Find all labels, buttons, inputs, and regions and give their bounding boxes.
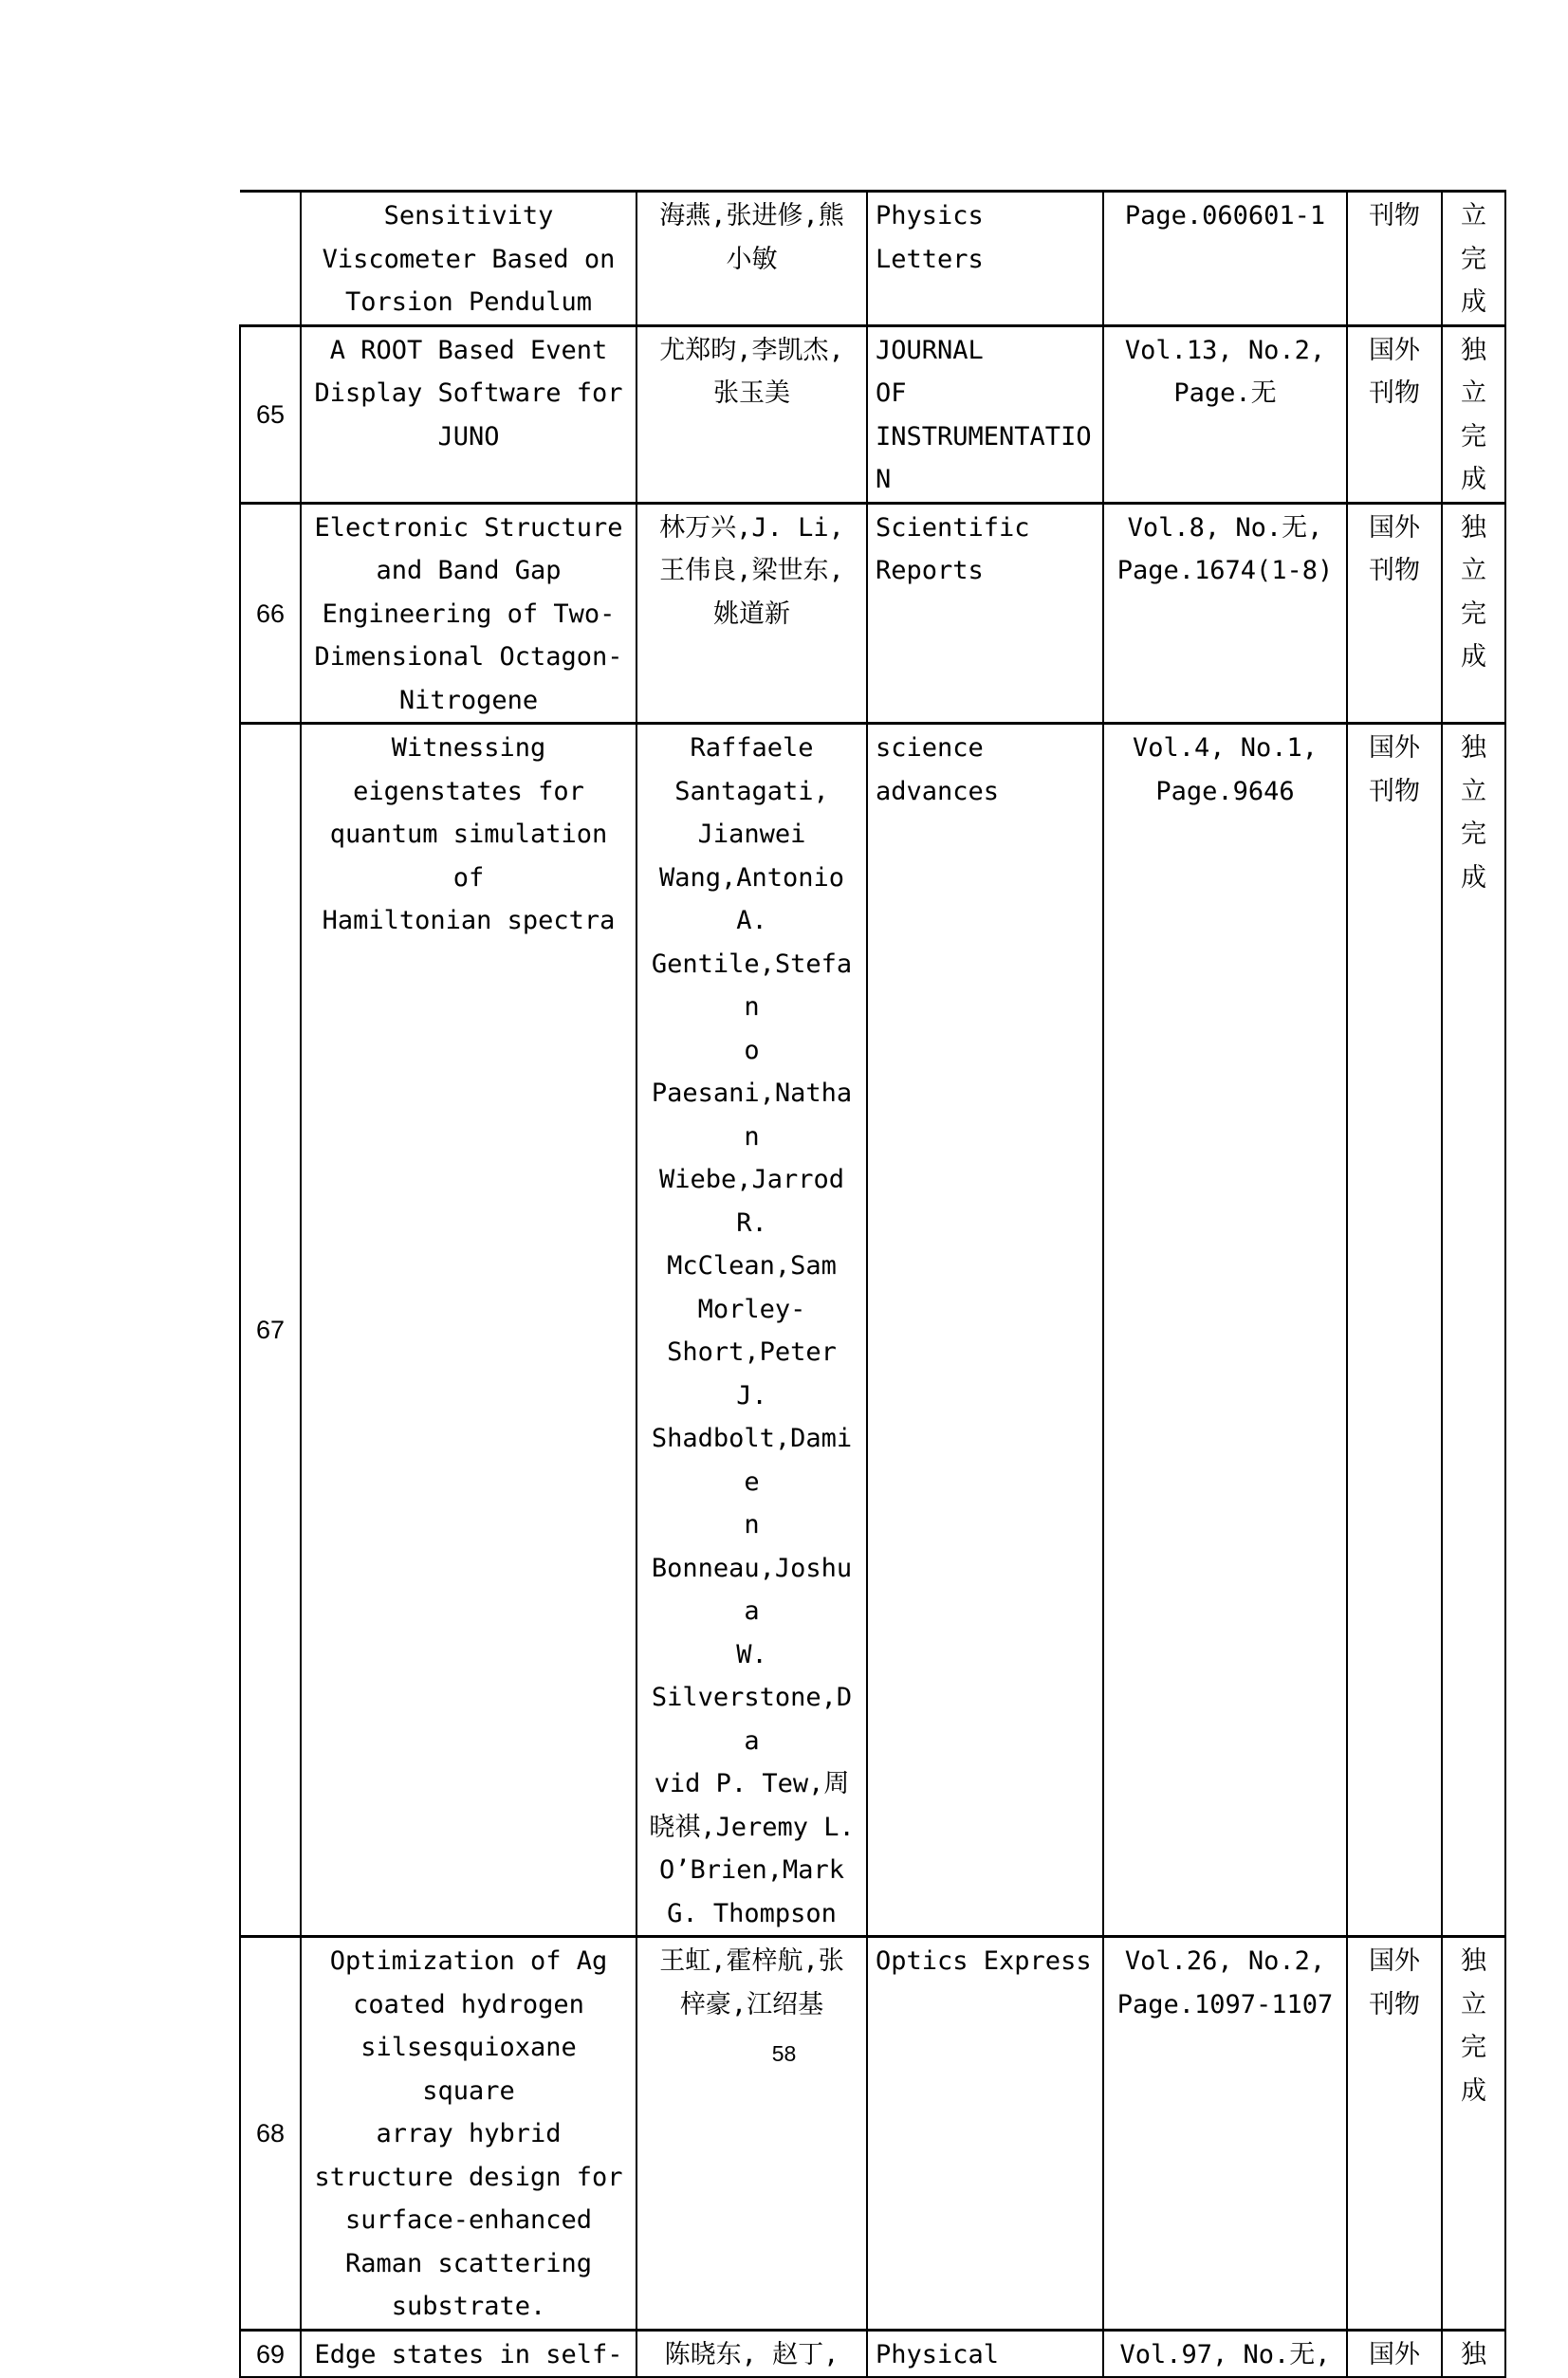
journal-name: Scientific Reports — [867, 503, 1103, 724]
table-row — [240, 1937, 1505, 2331]
completion-status: 独 — [1442, 2330, 1505, 2377]
volume-page: Vol.8, No.无, Page.1674(1-8) — [1103, 503, 1347, 724]
volume-page: Vol.4, No.1, Page.9646 — [1103, 724, 1347, 1937]
paper-authors: 陈晓东, 赵丁, — [636, 2330, 867, 2377]
table-row — [240, 724, 1505, 1937]
row-number: 66 — [240, 503, 301, 724]
paper-title: A ROOT Based Event Display Software for JUNO — [301, 325, 636, 503]
paper-authors: 尤郑昀,李凯杰, 张玉美 — [636, 325, 867, 503]
paper-authors: 林万兴,J. Li, 王伟良,梁世东, 姚道新 — [636, 503, 867, 724]
paper-title: Sensitivity Viscometer Based on Torsion Pendulum — [301, 192, 636, 326]
publication-type: 国外 刊物 — [1347, 724, 1442, 1937]
journal-name: science advances — [867, 724, 1103, 1937]
table-row — [240, 325, 1505, 503]
journal-name: Physics Letters — [867, 192, 1103, 326]
paper-title: Optimization of Ag coated hydrogen silsesquioxane square array hybrid structure design for surface-enhanced Raman scattering substrate. — [301, 1937, 636, 2331]
row-number: 67 — [240, 724, 301, 1937]
completion-status: 立 完 成 — [1442, 192, 1505, 326]
completion-status: 独 立 完 成 — [1442, 503, 1505, 724]
journal-name: Optics Express — [867, 1937, 1103, 2331]
volume-page: Vol.13, No.2, Page.无 — [1103, 325, 1347, 503]
publication-type: 国外 刊物 — [1347, 503, 1442, 724]
paper-title: Witnessing eigenstates for quantum simulation of Hamiltonian spectra — [301, 724, 636, 1937]
paper-title: Electronic Structure and Band Gap Engineering of Two- Dimensional Octagon- Nitrogene — [301, 503, 636, 724]
table-row — [240, 2330, 1505, 2377]
row-number: 65 — [240, 325, 301, 503]
journal-name: Physical — [867, 2330, 1103, 2377]
paper-authors: 王虹,霍梓航,张 梓豪,江绍基 — [636, 1937, 867, 2331]
row-number — [240, 192, 301, 326]
publication-type: 国外 刊物 — [1347, 325, 1442, 503]
row-number: 69 — [240, 2330, 301, 2377]
paper-title: Edge states in self- — [301, 2330, 636, 2377]
row-number: 68 — [240, 1937, 301, 2331]
volume-page: Vol.26, No.2, Page.1097-1107 — [1103, 1937, 1347, 2331]
completion-status: 独 立 完 成 — [1442, 325, 1505, 503]
volume-page: Page.060601-1 — [1103, 192, 1347, 326]
publication-type: 刊物 — [1347, 192, 1442, 326]
paper-authors: Raffaele Santagati, Jianwei Wang,Antonio A. Gentile,Stefan o Paesani,Nathan Wiebe,Jarrod R. McClean,Sam Morley- Short,Peter J. Shadbolt,Damie n Bonneau,Joshua W. Silverstone,Da vid P. Tew,周 晓祺,Jeremy L. O’Brien,Mark G. Thompson — [636, 724, 867, 1937]
page-number: 58 — [771, 2041, 797, 2066]
completion-status: 独 立 完 成 — [1442, 1937, 1505, 2331]
table-row — [240, 192, 1505, 326]
publication-type: 国外 刊物 — [1347, 1937, 1442, 2331]
completion-status: 独 立 完 成 — [1442, 724, 1505, 1937]
paper-authors: 海燕,张进修,熊 小敏 — [636, 192, 867, 326]
journal-name: JOURNAL OF INSTRUMENTATIO N — [867, 325, 1103, 503]
table-row — [240, 503, 1505, 724]
volume-page: Vol.97, No.无, — [1103, 2330, 1347, 2377]
publication-type: 国外 — [1347, 2330, 1442, 2377]
